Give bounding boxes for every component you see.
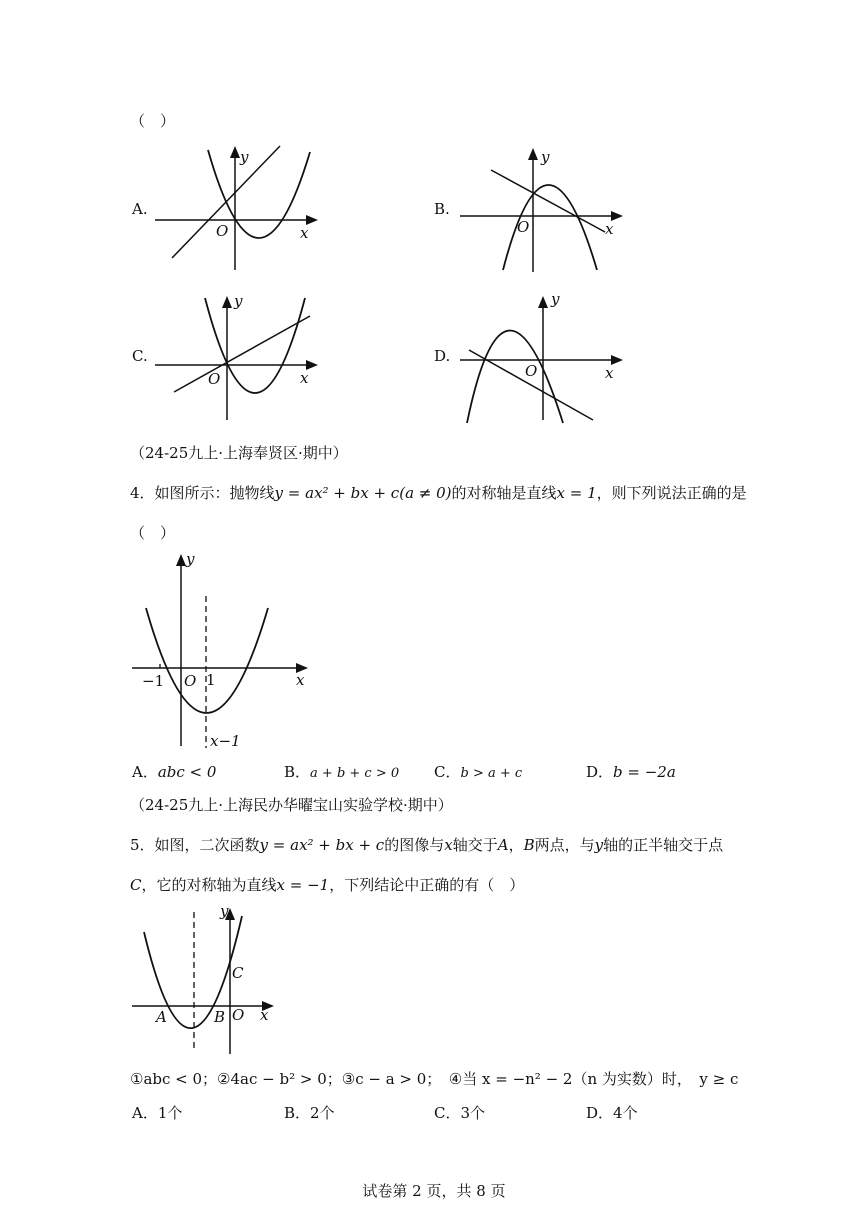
q5-stem-l1f: 轴的正半轴交于点	[603, 836, 724, 854]
q5-origin: O	[232, 1006, 245, 1024]
q5-point-b: B	[214, 1008, 226, 1026]
q4-option-d-text: b = −2a	[613, 763, 676, 781]
q4-option-c	[434, 763, 522, 783]
q5-option-b-letter: B．	[284, 1104, 311, 1122]
q3-graph-c	[150, 288, 330, 428]
q3b-origin: O	[517, 218, 530, 236]
q4-option-d	[586, 763, 676, 781]
q5-stem-y: y	[594, 836, 604, 854]
q5-point-c: C	[232, 964, 244, 982]
q5-source: （24-25九上·上海民办华曜宝山实验学校·期中）	[130, 796, 453, 814]
q4-option-c-text: b > a + c	[460, 766, 523, 781]
q5-graph	[128, 902, 288, 1062]
q4-option-c-letter: C．	[434, 763, 461, 781]
q4-option-a-text: abc < 0	[157, 763, 217, 781]
q4-stem-axis: x = 1	[556, 484, 597, 502]
q3b-y-label: y	[541, 148, 550, 166]
q4-graph	[128, 548, 328, 748]
q5-stem-formula: y = ax² + bx + c	[259, 836, 385, 854]
q5-y-label: y	[220, 902, 229, 920]
q5-option-c	[434, 1104, 485, 1122]
q5-stem-l1c: 轴交于	[452, 836, 498, 854]
q4-x-label: x	[296, 671, 305, 689]
q3a-origin: O	[216, 222, 229, 240]
q5-x-label: x	[260, 1006, 269, 1024]
q5-stem-l2b: ，下列结论中正确的有（ ）	[329, 876, 525, 894]
q5-stem-l2a: ，它的对称轴为直线	[141, 876, 277, 894]
q3-option-c-letter: C.	[132, 347, 148, 365]
q3a-y-label: y	[240, 148, 249, 166]
q3-option-a-letter: A.	[132, 200, 148, 218]
q3b-x-label: x	[605, 220, 614, 238]
q5-option-d-letter: D．	[586, 1104, 614, 1122]
q5-stem-axis: x = −1	[276, 876, 330, 894]
q4-answer-paren: （ ）	[130, 524, 176, 542]
q4-origin: O	[184, 672, 197, 690]
q4-option-b-text: a + b + c > 0	[310, 766, 400, 781]
q5-option-b	[284, 1104, 335, 1122]
q4-stem	[130, 484, 747, 502]
q3c-origin: O	[208, 370, 221, 388]
q5-stem-l1b: 的图像与	[384, 836, 445, 854]
page-footer: 试卷第 2 页，共 8 页	[362, 1182, 506, 1200]
q4-stem-suffix: ，则下列说法正确的是	[596, 484, 747, 502]
q4-source: （24-25九上·上海奉贤区·期中）	[130, 444, 348, 462]
q3-answer-paren: （ ）	[130, 112, 176, 130]
q5-option-c-text: 3个	[460, 1104, 486, 1122]
q3a-x-label: x	[300, 224, 309, 242]
q5-option-d	[586, 1104, 638, 1122]
q4-axis-label: x−1	[210, 732, 241, 750]
q4-stem-middle: 的对称轴是直线	[451, 484, 557, 502]
q4-stem-formula: y = ax² + bx + c(a ≠ 0)	[274, 484, 452, 502]
q5-option-a-text: 1个	[157, 1104, 183, 1122]
q5-stem-l1a: 5．如图，二次函数	[130, 836, 260, 854]
q3d-x-label: x	[605, 364, 614, 382]
q5-option-d-text: 4个	[613, 1104, 638, 1122]
q5-stem-l1e: 两点，与	[534, 836, 595, 854]
q5-stem-l1d: ，	[508, 836, 524, 854]
q4-option-b-letter: B．	[284, 763, 311, 781]
q5-stem-b: B	[523, 836, 535, 854]
q3-option-b-letter: B.	[434, 200, 450, 218]
q3-option-d-letter: D.	[434, 347, 451, 365]
q5-point-a: A	[156, 1008, 167, 1026]
q4-option-d-letter: D．	[586, 763, 614, 781]
q5-stem-c: C	[130, 876, 142, 894]
q3-graph-b	[455, 140, 635, 280]
q5-option-b-text: 2个	[310, 1104, 335, 1122]
q5-option-a-letter: A．	[132, 1104, 158, 1122]
q5-stem-line2	[130, 876, 524, 894]
q5-statements: ①abc < 0；②4ac − b² > 0；③c − a > 0； ④当 x = −n² − 2（n 为实数）时， y ≥ c	[130, 1070, 739, 1088]
q4-option-a	[132, 763, 216, 781]
q5-option-c-letter: C．	[434, 1104, 461, 1122]
q4-y-label: y	[186, 550, 195, 568]
q3-graph-d	[455, 288, 635, 428]
q3c-x-label: x	[300, 369, 309, 387]
q4-option-b	[284, 763, 399, 783]
q4-tick-neg1: −1	[142, 672, 165, 690]
q5-option-a	[132, 1104, 182, 1122]
q4-option-a-letter: A．	[132, 763, 158, 781]
q5-stem-a: A	[497, 836, 509, 854]
q4-stem-prefix: 4．如图所示：抛物线	[130, 484, 275, 502]
q3d-y-label: y	[551, 290, 560, 308]
q5-stem-line1	[130, 836, 723, 854]
q3-graph-a	[150, 140, 330, 280]
q3c-y-label: y	[234, 292, 243, 310]
q4-tick-1: 1	[206, 671, 216, 689]
q5-stem-x: x	[444, 836, 453, 854]
q3d-origin: O	[525, 362, 538, 380]
